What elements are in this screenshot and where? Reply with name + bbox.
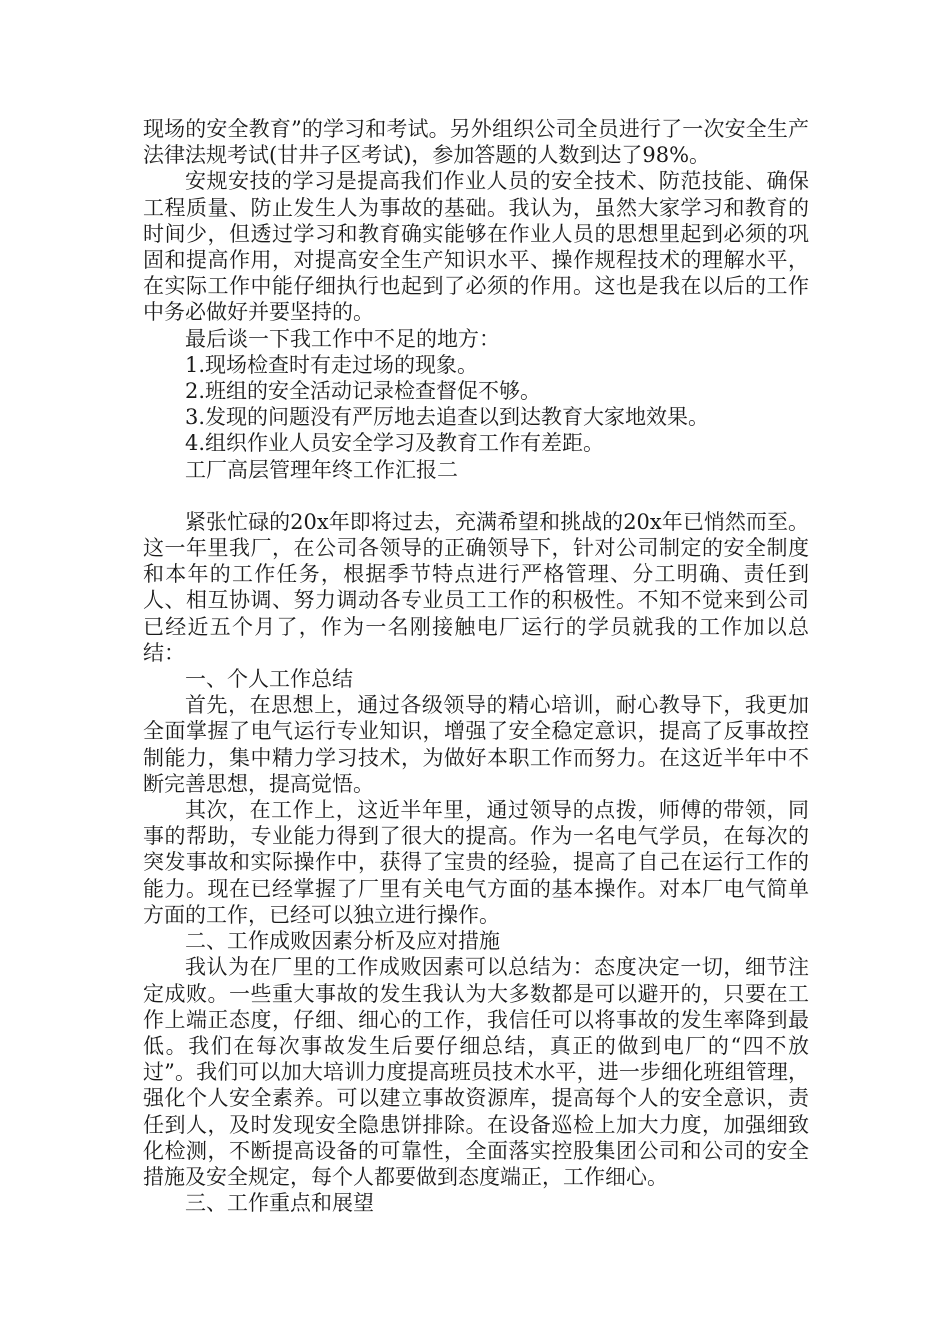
document-page <box>143 116 809 1216</box>
paragraph-2: 安规安技的学习是提高我们作业人员的安全技术、防范技能、确保工程质量、防止发生人为事故的基础。我认为，虽然大家学习和教育的时间少，但透过学习和教育确实能够在作业人员的思想里起到必须的巩固和提高作用，对提高安全生产知识水平、操作规程技术的理解水平，在实际工作中能仔细执行也起到了必须的作用。这也是我在以后的工作中务必做好并要坚持的。 <box>143 169 809 325</box>
paragraph-1: 现场的安全教育”的学习和考试。另外组织公司全员进行了一次安全生产法律法规考试(甘井子区考试)，参加答题的人数到达了98%。 <box>143 117 809 168</box>
paragraph-3: 最后谈一下我工作中不足的地方： <box>185 326 500 351</box>
list-item-2: 2.班组的安全活动记录检查督促不够。 <box>185 379 542 404</box>
blank-line <box>143 483 809 509</box>
heading-1: 一、个人工作总结 <box>185 667 353 692</box>
list-item-3: 3.发现的问题没有严厉地去追查以到达教育大家地效果。 <box>185 405 710 430</box>
heading-3: 三、工作重点和展望 <box>185 1191 374 1216</box>
paragraph-analysis: 我认为在厂里的工作成败因素可以总结为：态度决定一切，细节注定成败。一些重大事故的发生我认为大多数都是可以避开的，只要在工作上端正态度，仔细、细心的工作，我信任可以将事故的发生率降到最低。我们在每次事故发生后要仔细总结，真正的做到电厂的“四不放过”。我们可以加大培训力度提高班员技术水平，进一步细化班组管理，强化个人安全素养。可以建立事故资源库，提高每个人的安全意识，责任到人，及时发现安全隐患饼排除。在设备巡检上加大力度，加强细致化检测，不断提高设备的可靠性，全面落实控股集团公司和公司的安全措施及安全规定，每个人都要做到态度端正，工作细心。 <box>143 955 809 1189</box>
list-item-1: 1.现场检查时有走过场的现象。 <box>185 352 479 377</box>
paragraph-intro: 紧张忙碌的20x年即将过去，充满希望和挑战的20x年已悄然而至。这一年里我厂，在公司各领导的正确领导下，针对公司制定的安全制度和本年的工作任务，根据季节特点进行严格管理、分工明确、责任到人、相互协调、努力调动各专业员工工作的积极性。不知不觉来到公司已经近五个月了，作为一名刚接触电厂运行的学员就我的工作加以总结： <box>143 509 809 665</box>
paragraph-work: 其次，在工作上，这近半年里，通过领导的点拨，师傅的带领，同事的帮助，专业能力得到了很大的提高。作为一名电气学员，在每次的突发事故和实际操作中，获得了宝贵的经验，提高了自己在运行工作的能力。现在已经掌握了厂里有关电气方面的基本操作。对本厂电气简单方面的工作，已经可以独立进行操作。 <box>143 798 809 927</box>
paragraph-thought: 首先，在思想上，通过各级领导的精心培训，耐心教导下，我更加全面掌握了电气运行专业知识，增强了安全稳定意识，提高了反事故控制能力，集中精力学习技术，为做好本职工作而努力。在这近半年中不断完善思想，提高觉悟。 <box>143 693 809 796</box>
section-title: 工厂高层管理年终工作汇报二 <box>185 457 458 482</box>
list-item-4: 4.组织作业人员安全学习及教育工作有差距。 <box>185 431 605 456</box>
heading-2: 二、工作成败因素分析及应对措施 <box>185 929 500 954</box>
